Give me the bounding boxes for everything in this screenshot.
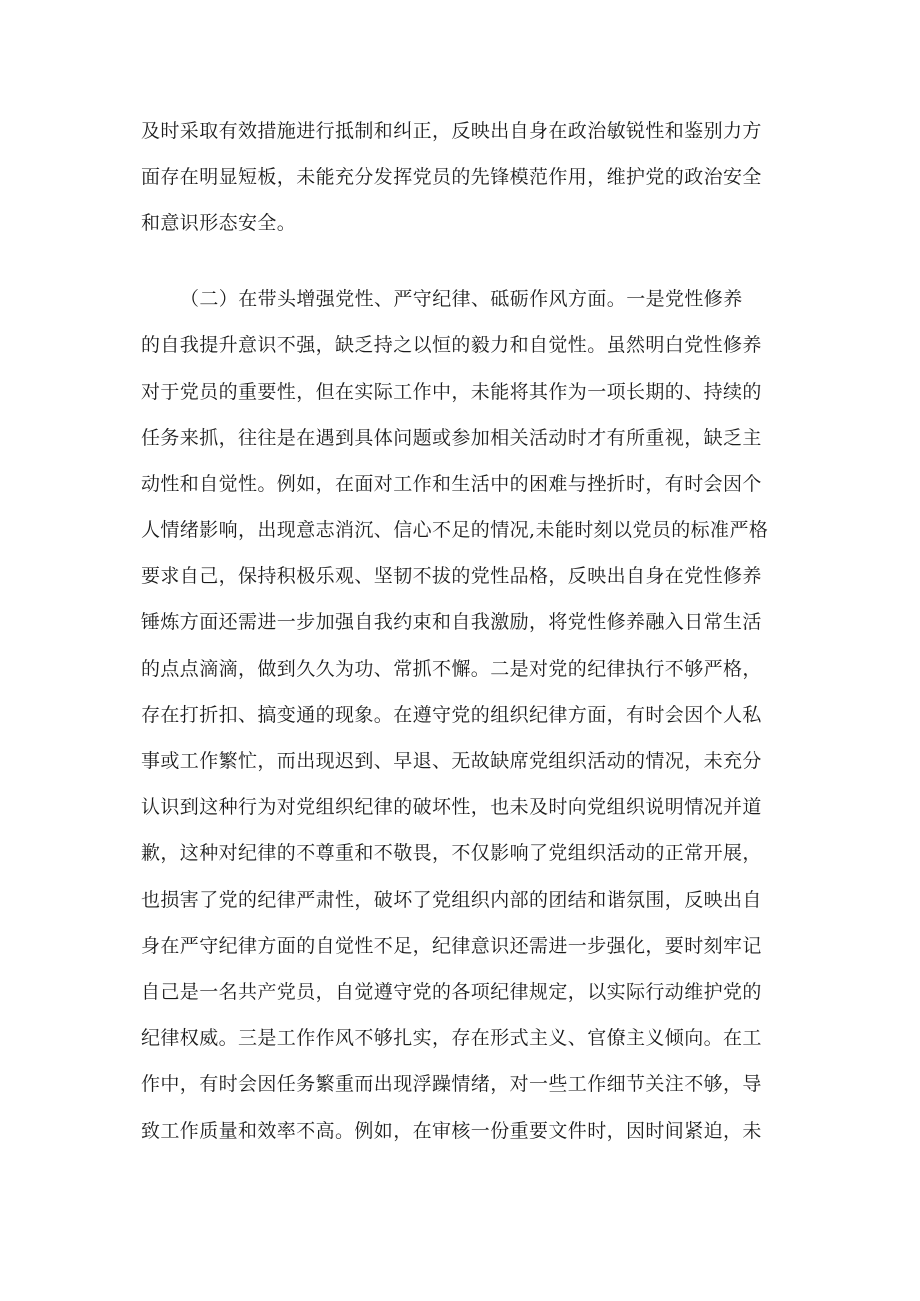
text-line: 及时采取有效措施进行抵制和纠正，反映出自身在政治敏锐性和鉴别力方 xyxy=(141,120,762,142)
text-line: 致工作质量和效率不高。例如，在审核一份重要文件时，因时间紧迫，未 xyxy=(141,1120,762,1142)
text-line: 身在严守纪律方面的自觉性不足，纪律意识还需进一步强化，要时刻牢记 xyxy=(141,935,762,957)
text-line: 动性和自觉性。例如，在面对工作和生活中的困难与挫折时，有时会因个 xyxy=(141,473,762,495)
text-line: 的点点滴滴，做到久久为功、常抓不懈。二是对党的纪律执行不够严格， xyxy=(141,658,762,680)
text-line: 事或工作繁忙，而出现迟到、早退、无故缺席党组织活动的情况，未充分 xyxy=(141,750,762,772)
text-line: 存在打折扣、搞变通的现象。在遵守党的组织纪律方面，有时会因个人私 xyxy=(141,704,762,726)
text-line: 纪律权威。三是工作作风不够扎实，存在形式主义、官僚主义倾向。在工 xyxy=(141,1027,762,1049)
text-line: 作中，有时会因任务繁重而出现浮躁情绪，对一些工作细节关注不够，导 xyxy=(141,1073,762,1095)
text-line: 任务来抓，往往是在遇到具体问题或参加相关活动时才有所重视，缺乏主 xyxy=(141,427,762,449)
text-line: 的自我提升意识不强，缺乏持之以恒的毅力和自觉性。虽然明白党性修养 xyxy=(141,334,762,356)
text-line: 要求自己，保持积极乐观、坚韧不拔的党性品格，反映出自身在党性修养 xyxy=(141,565,762,587)
text-line: 认识到这种行为对党组织纪律的破坏性，也未及时向党组织说明情况并道 xyxy=(141,796,762,818)
text-line: 也损害了党的纪律严肃性，破坏了党组织内部的团结和谐氛围，反映出自 xyxy=(141,889,762,911)
text-line: 和意识形态安全。 xyxy=(141,212,297,234)
text-line: 对于党员的重要性，但在实际工作中，未能将其作为一项长期的、持续的 xyxy=(141,381,762,403)
text-line: 人情绪影响，出现意志消沉、信心不足的情况,未能时刻以党员的标准严格 xyxy=(141,519,769,541)
text-line: 锤炼方面还需进一步加强自我约束和自我激励，将党性修养融入日常生活 xyxy=(141,611,762,633)
section-heading-line: （二）在带头增强党性、严守纪律、砥砺作风方面。一是党性修养 xyxy=(180,288,743,310)
text-line: 面存在明显短板，未能充分发挥党员的先锋模范作用，维护党的政治安全 xyxy=(141,166,762,188)
text-line: 歉，这种对纪律的不尊重和不敬畏，不仅影响了党组织活动的正常开展， xyxy=(141,842,762,864)
text-line: 自己是一名共产党员，自觉遵守党的各项纪律规定，以实际行动维护党的 xyxy=(141,981,762,1003)
